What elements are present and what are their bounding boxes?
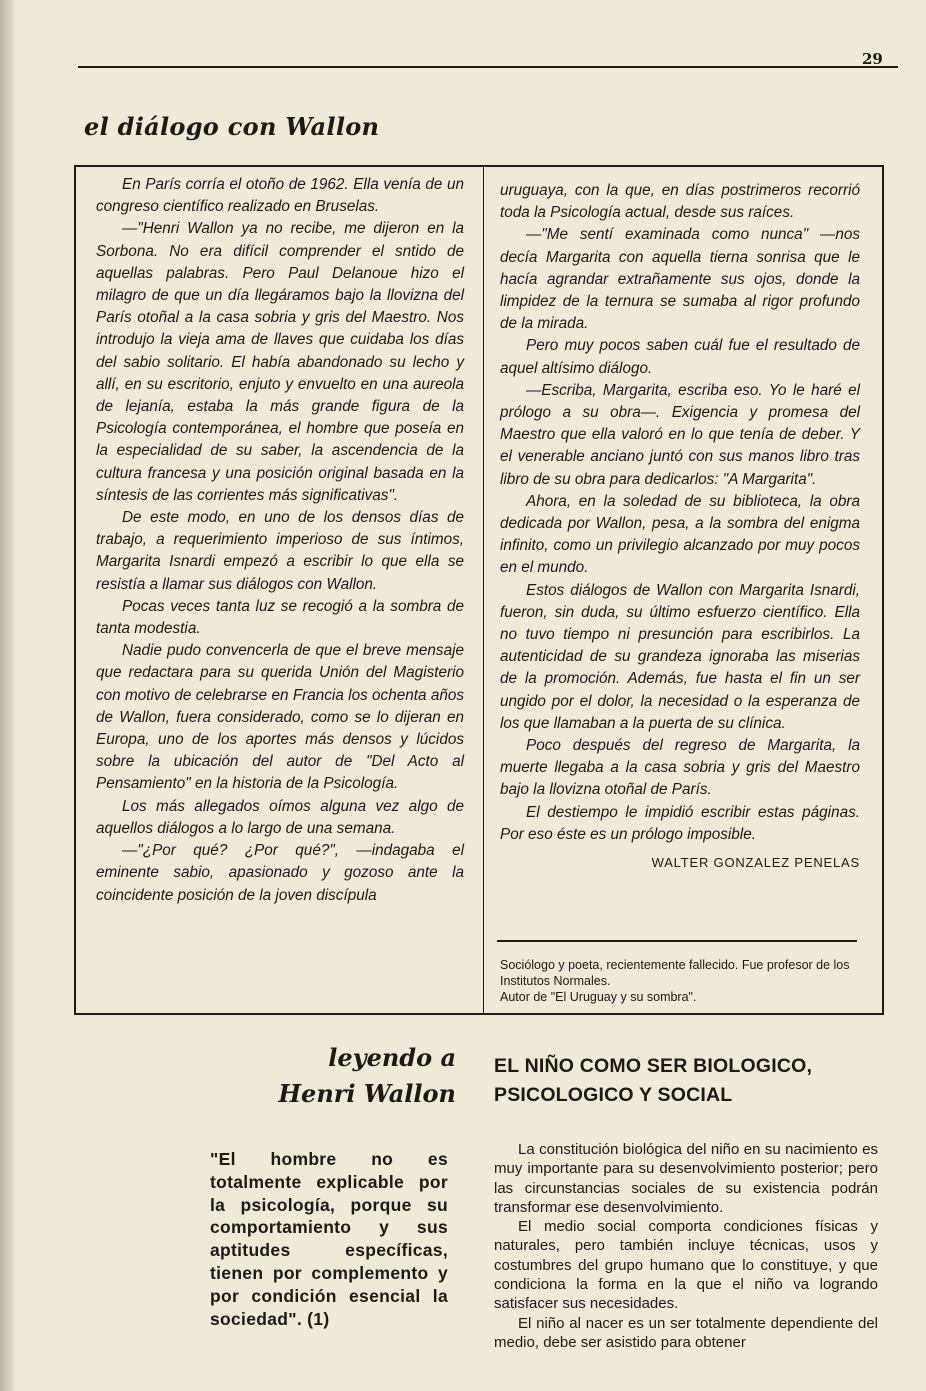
paragraph: Ahora, en la soledad de su biblioteca, la obra dedicada por Wallon, pesa, a la sombra del enigma infinito, como un privilegio alcanzado por muy pocos en el mundo. — [500, 492, 860, 577]
bio-line: Autor de "El Uruguay y su sombra". — [500, 990, 697, 1004]
wallon-quote: "El hombre no es totalmente explicable por la psicología, porque su comportamiento y sus aptitudes específicas, tienen por complemento y por condición esencial la sociedad". (1) — [210, 1149, 448, 1329]
header-rule — [78, 66, 898, 68]
section-heading-leyendo — [278, 1040, 456, 1112]
paragraph: De este modo, en uno de los densos días de trabajo, a requerimiento imperioso de sus íntimos, Margarita Isnardi empezó a escribir lo que ella se resistía a llamar sus diálogos con Wallon. — [96, 509, 464, 593]
paragraph: Poco después del regreso de Margarita, la muerte llegaba a la casa sobria y gris del Maestro bajo la llovizna otoñal de París. — [500, 737, 860, 799]
signature-rule — [497, 940, 857, 942]
page-binding-shadow — [0, 0, 14, 1391]
section-body — [494, 1140, 878, 1352]
sub-heading-line: Henri Wallon — [278, 1079, 456, 1108]
bio-line: Sociólogo y poeta, recientemente fallecido. Fue profesor de los Institutos Normales. — [500, 958, 850, 988]
article-title: el diálogo con Wallon — [84, 112, 380, 141]
paragraph: En París corría el otoño de 1962. Ella venía de un congreso científico realizado en Bruselas. — [96, 176, 464, 216]
paragraph: —"¿Por qué? ¿Por qué?", —indagaba el eminente sabio, apasionado y gozoso ante la coincidente posición de la joven discípula — [96, 842, 464, 904]
paragraph: uruguaya, con la que, en días postrimeros recorrió toda la Psicología actual, desde sus raíces. — [500, 182, 860, 222]
author-signature: WALTER GONZALEZ PENELAS — [651, 855, 860, 871]
paragraph: Estos diálogos de Wallon con Margarita Isnardi, fueron, sin duda, su último esfuerzo científico. Ella no tuvo tiempo ni presunción para escribirlos. La autenticidad de su grandeza ignoraba las miserias de la promoción. Además, fue hasta el fin un ser ungido por el dolor, la necesidad o la esperanza de los que llamaban a la puerta de su clínica. — [500, 581, 860, 732]
paragraph: El niño al nacer es un ser totalmente dependiente del medio, debe ser asistido para obtener — [494, 1314, 878, 1351]
section-title: EL NIÑO COMO SER BIOLOGICO, PSICOLOGICO Y SOCIAL — [494, 1055, 813, 1106]
paragraph: Los más allegados oímos alguna vez algo de aquellos diálogos a lo largo de una semana. — [96, 797, 464, 837]
paragraph: El medio social comporta condiciones físicas y naturales, pero también incluye técnicas, usos y costumbres del grupo humano que lo constituye, y que condiciona la forma en la que el niño va logrando satisfacer sus necesidades. — [494, 1218, 878, 1313]
paragraph: Nadie pudo convencerla de que el breve mensaje que redactara para su querida Unión del Magisterio con motivo de celebrarse en Francia los ochenta años de Wallon, fuera considerado, como se lo dijeran en Europa, uno de los aportes más densos y lúcidos sobre la ubicación del autor de "Del Acto al Pensamiento" en la historia de la Psicología. — [96, 642, 464, 793]
paragraph: —"Me sentí examinada como nunca" —nos decía Margarita con aquella tierna sonrisa que le hacía agrandar extrañamente sus ojos, donde la limpidez de la ternura se sumaba al rigor profundo de la mirada. — [500, 226, 860, 333]
paragraph: Pocas veces tanta luz se recogió a la sombra de tanta modestia. — [96, 597, 464, 638]
paragraph: El destiempo le impidió escribir estas páginas. Por eso éste es un prólogo imposible. — [500, 803, 860, 843]
page-number: 29 — [862, 50, 883, 68]
paragraph: La constitución biológica del niño en su nacimiento es muy importante para su desenvolvimiento posterior; pero las circunstancias sociales de su existencia podrán transformar ese desenvolvimiento. — [494, 1141, 878, 1216]
article-right-column — [500, 180, 860, 874]
article-left-column — [96, 174, 464, 907]
paragraph: Pero muy pocos saben cuál fue el resultado de aquel altísimo diálogo. — [500, 337, 860, 377]
paragraph: —Escriba, Margarita, escriba eso. Yo le haré el prólogo a su obra—. Exigencia y promesa del Maestro que ella valoró en lo que tenía de deber. Y el venerable anciano juntó con sus manos libro tras libro de su obra para dedicarlos: "A Margarita". — [500, 381, 860, 488]
paragraph: —"Henri Wallon ya no recibe, me dijeron en la Sorbona. No era difícil comprender el sntido de aquellas palabras. Pero Paul Delanoue hizo el milagro de que un día llegáramos bajo la llovizna del París otoñal a la casa sobria y gris del Maestro. Nos introdujo la vieja ama de llaves que cuidaba los días del sabio solitario. El había abandonado su lecho y allí, en su escritorio, enjuto y envuelto en una aureola de lejanía, estaba la más grande figura de la Psicología contemporánea, el hombre que poseía en la especialidad de su saber, la ascendencia de la cultura francesa y una posición original basada en la síntesis de las corrientes más significativas". — [96, 220, 464, 504]
sub-heading-line: leyendo a — [328, 1043, 456, 1072]
column-divider — [483, 165, 484, 1015]
author-bio — [500, 957, 860, 1005]
